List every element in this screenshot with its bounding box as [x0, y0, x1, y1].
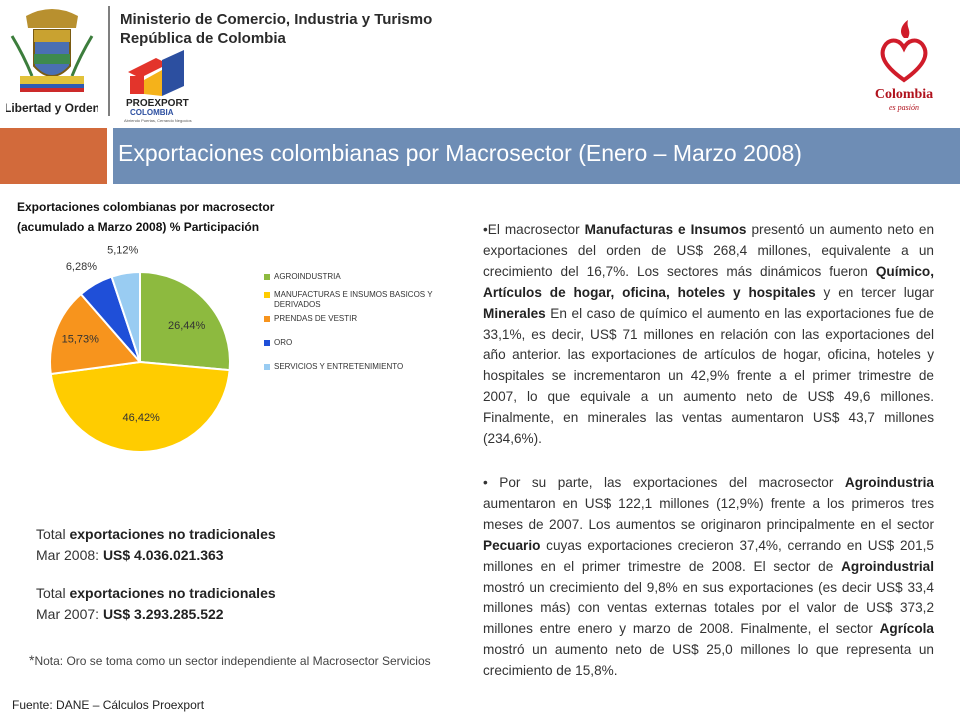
- legend-label-0: AGROINDUSTRIA: [274, 272, 341, 281]
- p1-text-2: presentó un aumento neto en exportaciones del orden de US$ 268,4 millones, equivalente a un crecimiento del 16,7%. Los sectores más dinámicos fueron: [483, 222, 934, 279]
- colombia-slogan: es pasión: [889, 103, 919, 112]
- pie-slice-manufacturas-e-insumos-basicos-y-derivados: [51, 362, 230, 452]
- p1-text-1: •El macrosector: [483, 222, 585, 237]
- colombia-brand: Colombia: [874, 87, 934, 102]
- p1-text-3: y en tercer lugar: [815, 284, 935, 300]
- chart-legend: [264, 272, 444, 372]
- footnote-star: *: [29, 652, 35, 668]
- pie-label-2: 15,73%: [61, 333, 99, 346]
- p2-text-3: cuyas exportaciones crecieron 37,4%, cerrando en US$ 201,5 millones en el primer trimestre de 2008. El sector de: [483, 537, 934, 574]
- ministry-name: [120, 10, 432, 48]
- p1-bold-2: Químico, Artículos de hogar, oficina, hoteles y hospitales: [483, 263, 934, 300]
- paragraph-agroindustria: [483, 473, 934, 682]
- legend-swatch-3: [264, 340, 270, 346]
- legend-swatch-0: [264, 274, 270, 280]
- proexport-tagline: Abriendo Puertas, Cerrando Negocios: [124, 118, 192, 123]
- paragraph-manufacturas: [483, 220, 934, 450]
- ministry-line-2: República de Colombia: [120, 30, 286, 47]
- chart-heading: [17, 197, 274, 237]
- pie-chart-svg: [20, 245, 260, 470]
- page-title: Exportaciones colombianas por Macrosector (Enero – Marzo 2008): [118, 140, 802, 166]
- pie-label-1: 46,42%: [122, 411, 160, 424]
- p1-bold-1: Manufacturas e Insumos: [584, 222, 747, 237]
- footnote: [29, 652, 431, 668]
- proexport-country: COLOMBIA: [130, 108, 174, 117]
- chart-heading-line-1: Exportaciones colombianas por macrosector: [17, 200, 275, 214]
- total-2008-period: Mar 2008:: [36, 547, 103, 563]
- p1-text-4: En el caso de químico el aumento en las exportaciones fue de 33,1%, es decir, US$ 71 millones en relación con las exportaciones del año anterior. las exportaciones de artículos de hogar, oficina, hoteles y hospitales se incrementaron un 42,9% frente a el primer trimestre de 2007, lo que equivale a un aumento neto de US$ 49,6 millones. Finalmente, en minerales las ventas aumentaron US$ 43,7 millones (234,6%).: [483, 305, 934, 447]
- legend-item-3: [264, 338, 444, 348]
- proexport-logo: [122, 50, 194, 124]
- pie-label-0: 26,44%: [167, 319, 206, 332]
- p2-bold-3: Agroindustrial: [841, 558, 934, 574]
- p2-text-1: • Por su parte, las exportaciones del macrosector: [483, 475, 845, 490]
- totals-section: [36, 524, 276, 642]
- legend-label-1: MANUFACTURAS E INSUMOS BASICOS Y DERIVADOS: [274, 290, 433, 309]
- total-2008-value: US$ 4.036.021.363: [102, 547, 224, 563]
- total-2007-period: Mar 2007:: [36, 606, 103, 622]
- p2-bold-2: Pecuario: [483, 537, 541, 553]
- source-note: Fuente: DANE – Cálculos Proexport: [12, 698, 205, 712]
- title-accent-block: [0, 128, 107, 184]
- legend-item-1: [264, 290, 444, 310]
- total-2008-label: exportaciones no tradicionales: [69, 526, 276, 542]
- total-2008-prefix: Total: [36, 526, 70, 542]
- colombia-coat-of-arms: [6, 6, 98, 118]
- total-2007: [36, 583, 276, 625]
- total-2007-label: exportaciones no tradicionales: [69, 585, 276, 601]
- total-2008: [36, 524, 276, 566]
- pie-label-3: 6,28%: [65, 260, 98, 273]
- proexport-name: PROEXPORT: [126, 98, 189, 109]
- pie-chart: [20, 245, 440, 470]
- pie-label-4: 5,12%: [107, 245, 139, 257]
- legend-label-4: SERVICIOS Y ENTRETENIMIENTO: [274, 362, 404, 371]
- p1-bold-3: Minerales: [483, 305, 546, 321]
- legend-item-0: [264, 272, 444, 282]
- legend-item-4: [264, 362, 444, 372]
- legend-swatch-1: [264, 292, 270, 298]
- p2-text-4: mostró un crecimiento del 9,8% en sus exportaciones (es decir US$ 33,4 millones más) con ventas externas totales por el valor de US$ 373,2 millones entre enero y marzo de 2008. Finalmente, el sector: [483, 579, 934, 637]
- crest-caption: Libertad y Orden: [6, 101, 98, 115]
- total-2007-prefix: Total: [36, 585, 70, 601]
- p2-text-5: mostró un aumento neto de US$ 25,0 millones lo que representa un crecimiento de 15,8%.: [483, 642, 934, 679]
- footnote-text: Nota: Oro se toma como un sector independiente al Macrosector Servicios: [34, 654, 431, 668]
- chart-heading-line-2: (acumulado a Marzo 2008) % Participación: [17, 220, 260, 234]
- p2-text-2: aumentaron en US$ 122,1 millones (12,9%) frente a los primeros tres meses de 2007. Los aumentos se originaron principalmente en el sector: [483, 495, 934, 532]
- legend-label-3: ORO: [274, 338, 293, 347]
- p2-bold-4: Agrícola: [879, 621, 934, 637]
- legend-swatch-4: [264, 364, 270, 370]
- total-2007-value: US$ 3.293.285.522: [102, 606, 224, 622]
- colombia-es-pasion-logo: [864, 18, 944, 118]
- p2-bold-1: Agroindustria: [844, 475, 934, 490]
- legend-item-2: [264, 314, 444, 324]
- legend-swatch-2: [264, 316, 270, 322]
- ministry-line-1: Ministerio de Comercio, Industria y Turismo: [120, 11, 433, 28]
- header-divider: [108, 6, 110, 116]
- legend-label-2: PRENDAS DE VESTIR: [274, 314, 358, 323]
